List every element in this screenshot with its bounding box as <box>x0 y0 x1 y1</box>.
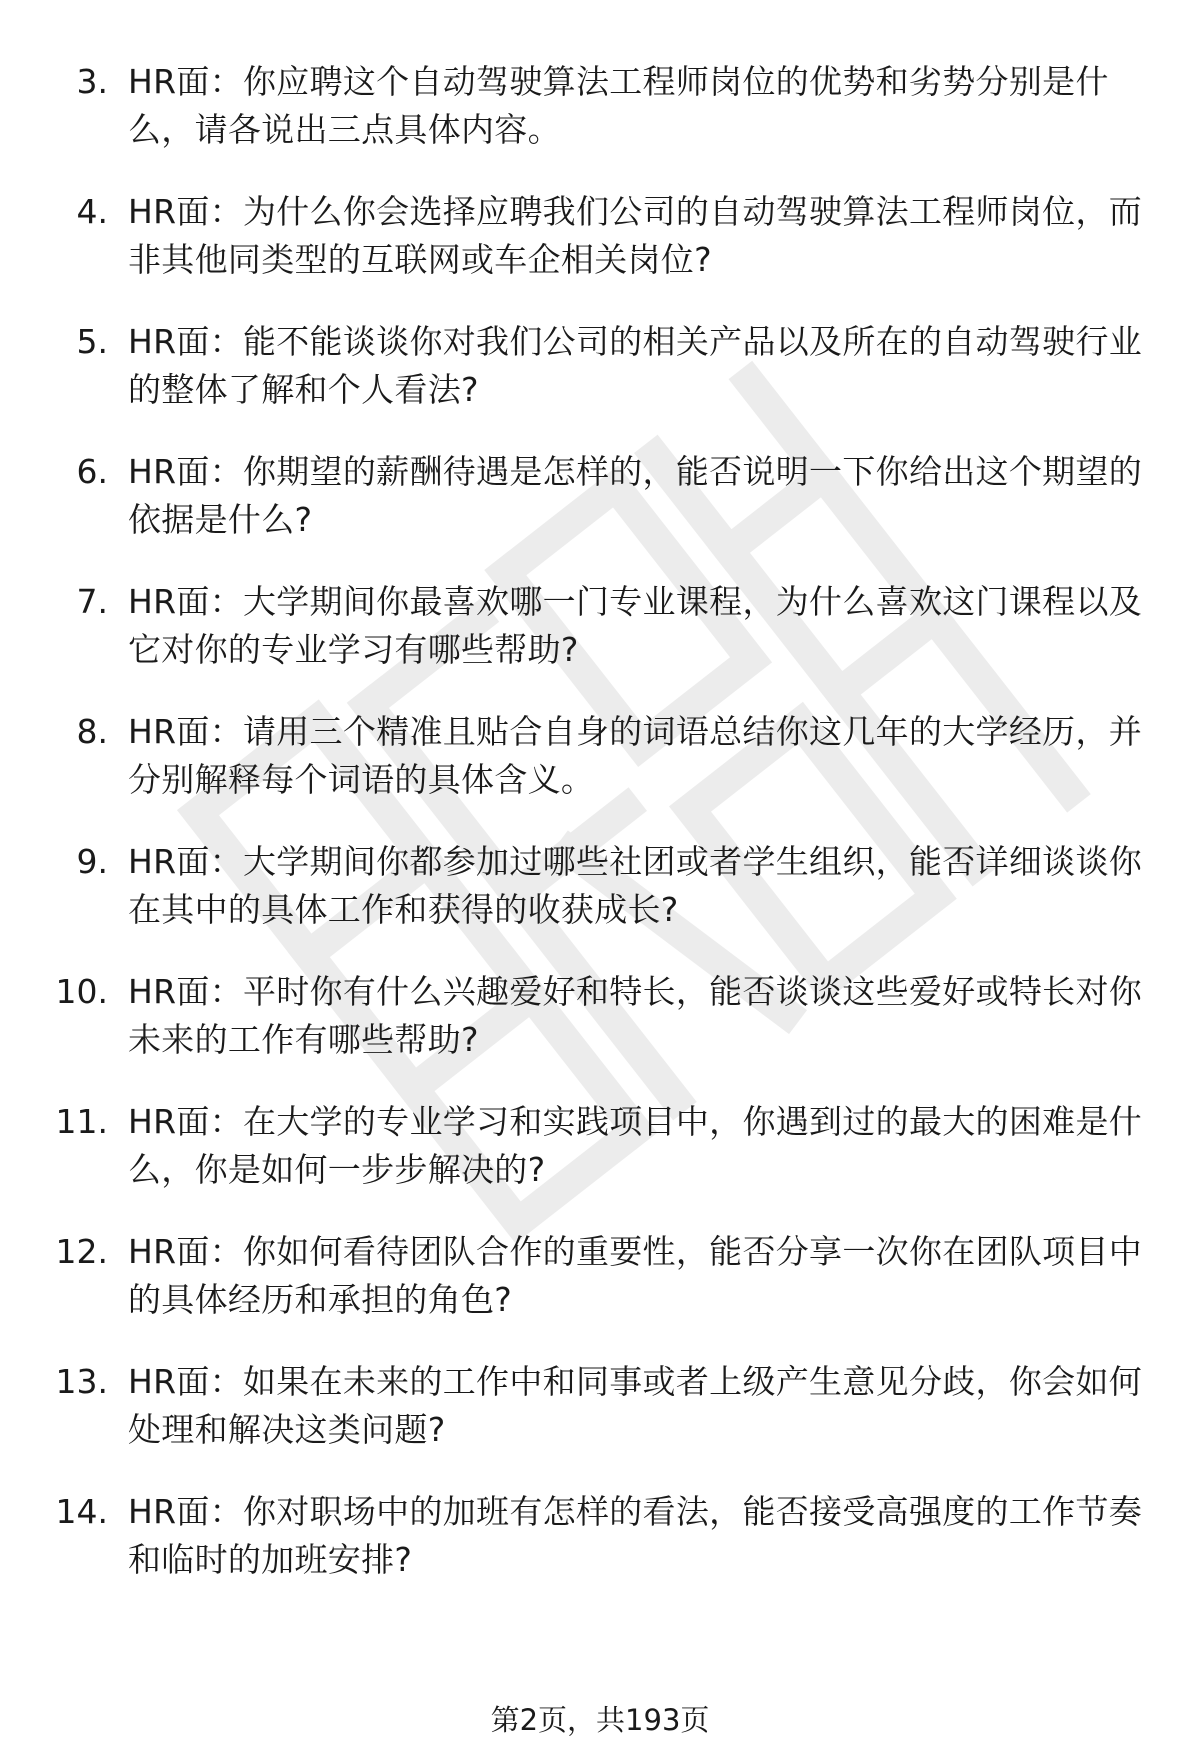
list-item <box>0 578 1200 708</box>
question-list <box>0 58 1200 1618</box>
page-indicator: 第2页，共193页 <box>490 1703 710 1737</box>
question-text: HR面：你如何看待团队合作的重要性，能否分享一次你在团队项目中的具体经历和承担的角色? <box>128 1232 1143 1319</box>
question-number: 8. <box>76 712 108 751</box>
question-number: 12. <box>55 1232 108 1271</box>
question-text: HR面：大学期间你最喜欢哪一门专业课程，为什么喜欢这门课程以及它对你的专业学习有哪些帮助? <box>128 582 1143 669</box>
question-text: HR面：你应聘这个自动驾驶算法工程师岗位的优势和劣势分别是什么，请各说出三点具体内容。 <box>128 62 1109 149</box>
question-number: 6. <box>76 452 108 491</box>
list-item <box>0 318 1200 448</box>
question-number: 13. <box>55 1362 108 1401</box>
list-item <box>0 1228 1200 1358</box>
list-item <box>0 968 1200 1098</box>
list-item <box>0 1488 1200 1618</box>
question-number: 4. <box>76 192 108 231</box>
list-item <box>0 838 1200 968</box>
question-text: HR面：请用三个精准且贴合自身的词语总结你这几年的大学经历，并分别解释每个词语的具体含义。 <box>128 712 1143 799</box>
list-item <box>0 188 1200 318</box>
question-text: HR面：你对职场中的加班有怎样的看法，能否接受高强度的工作节奏和临时的加班安排? <box>128 1492 1143 1579</box>
question-text: HR面：如果在未来的工作中和同事或者上级产生意见分歧，你会如何处理和解决这类问题? <box>128 1362 1143 1449</box>
list-item <box>0 708 1200 838</box>
list-item <box>0 1358 1200 1488</box>
list-item <box>0 1098 1200 1228</box>
question-number: 9. <box>76 842 108 881</box>
list-item <box>0 448 1200 578</box>
list-item <box>0 58 1200 188</box>
question-text: HR面：平时你有什么兴趣爱好和特长，能否谈谈这些爱好或特长对你未来的工作有哪些帮助? <box>128 972 1143 1059</box>
question-text: HR面：大学期间你都参加过哪些社团或者学生组织，能否详细谈谈你在其中的具体工作和获得的收获成长? <box>128 842 1143 929</box>
question-text: HR面：能不能谈谈你对我们公司的相关产品以及所在的自动驾驶行业的整体了解和个人看法? <box>128 322 1143 409</box>
question-number: 3. <box>76 62 108 101</box>
question-number: 10. <box>55 972 108 1011</box>
question-number: 11. <box>55 1102 108 1141</box>
question-number: 5. <box>76 322 108 361</box>
question-text: HR面：你期望的薪酬待遇是怎样的，能否说明一下你给出这个期望的依据是什么? <box>128 452 1143 539</box>
question-number: 7. <box>76 582 108 621</box>
question-text: HR面：为什么你会选择应聘我们公司的自动驾驶算法工程师岗位，而非其他同类型的互联网或车企相关岗位? <box>128 192 1143 279</box>
question-number: 14. <box>55 1492 108 1531</box>
question-text: HR面：在大学的专业学习和实践项目中，你遇到过的最大的困难是什么，你是如何一步步解决的? <box>128 1102 1143 1189</box>
